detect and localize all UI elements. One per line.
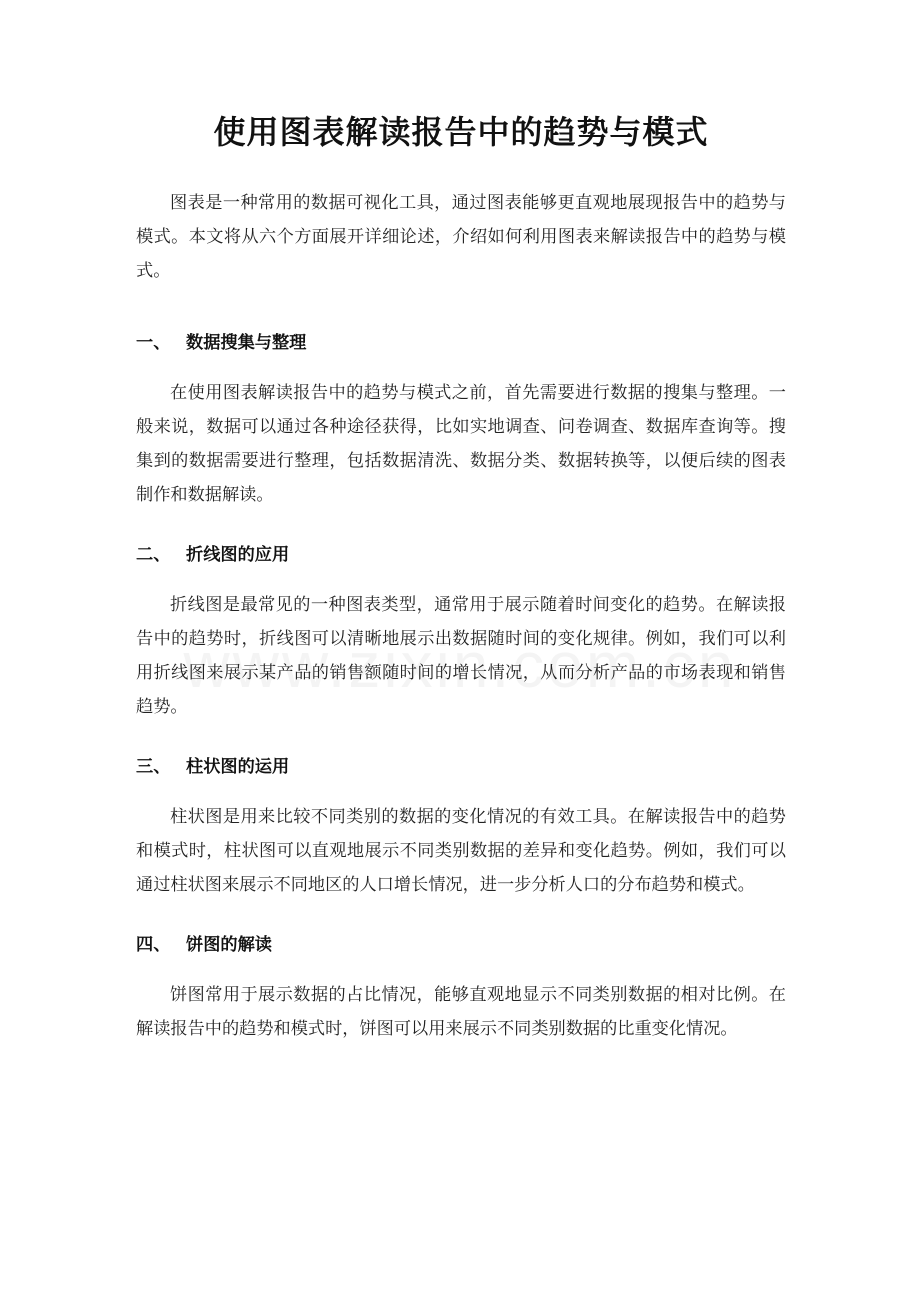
- section-heading-text: 折线图的应用: [186, 545, 290, 565]
- section-3: [136, 750, 786, 902]
- section-heading: [136, 928, 786, 962]
- section-heading: [136, 326, 786, 360]
- section-number: 四、: [136, 935, 171, 955]
- section-number: 一、: [136, 333, 171, 353]
- section-heading-text: 数据搜集与整理: [186, 333, 307, 353]
- section-number: 二、: [136, 545, 171, 565]
- section-paragraph: 在使用图表解读报告中的趋势与模式之前，首先需要进行数据的搜集与整理。一般来说，数据可以通过各种途径获得，比如实地调查、问卷调查、数据库查询等。搜集到的数据需要进行整理，包括数据清洗、数据分类、数据转换等，以便后续的图表制作和数据解读。: [136, 383, 786, 505]
- section-heading-text: 柱状图的运用: [186, 757, 290, 777]
- section-heading: [136, 750, 786, 784]
- section-paragraph: 饼图常用于展示数据的占比情况，能够直观地显示不同类别数据的相对比例。在解读报告中的趋势和模式时，饼图可以用来展示不同类别数据的比重变化情况。: [136, 985, 786, 1039]
- section-paragraph: 柱状图是用来比较不同类别的数据的变化情况的有效工具。在解读报告中的趋势和模式时，柱状图可以直观地展示不同类别数据的差异和变化趋势。例如，我们可以通过柱状图来展示不同地区的人口增长情况，进一步分析人口的分布趋势和模式。: [136, 807, 786, 895]
- intro-paragraph: 图表是一种常用的数据可视化工具，通过图表能够更直观地展现报告中的趋势与模式。本文将从六个方面展开详细论述，介绍如何利用图表来解读报告中的趋势与模式。: [136, 193, 786, 281]
- section-number: 三、: [136, 757, 171, 777]
- document-page: [0, 108, 920, 1299]
- section-4: [136, 928, 786, 1046]
- section-1: [136, 326, 786, 512]
- section-heading-text: 饼图的解读: [186, 935, 272, 955]
- section-2: [136, 538, 786, 724]
- section-heading: [136, 538, 786, 572]
- page-title: 使用图表解读报告中的趋势与模式: [213, 113, 709, 151]
- section-paragraph: 折线图是最常见的一种图表类型，通常用于展示随着时间变化的趋势。在解读报告中的趋势时，折线图可以清晰地展示出数据随时间的变化规律。例如，我们可以利用折线图来展示某产品的销售额随时间的增长情况，从而分析产品的市场表现和销售趋势。: [136, 595, 786, 717]
